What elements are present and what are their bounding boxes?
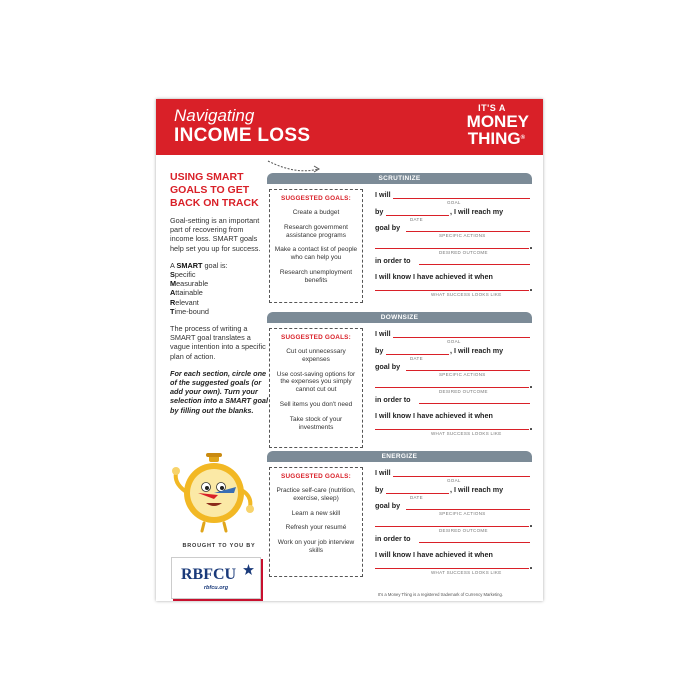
period-mark (530, 289, 532, 291)
smart-letter: A (170, 288, 176, 298)
goal-option[interactable]: Use cost-saving options for the expenses you simply cannot cut out (276, 370, 356, 394)
goal-option[interactable]: Research unemployment benefits (279, 268, 353, 284)
in-order-to-label: in order to (375, 395, 411, 404)
smart-intro-bold: SMART (176, 260, 203, 270)
smart-definition (170, 261, 268, 316)
title-line-1: Navigating (174, 106, 255, 125)
rbfcu-name: RBFCU (181, 566, 237, 583)
smart-word: elevant (175, 297, 199, 307)
intro-column (170, 171, 268, 415)
smart-item (170, 279, 268, 288)
reach-goal-label: , I will reach my (450, 346, 504, 355)
suggested-goals-title: SUGGESTED GOALS: (281, 334, 351, 341)
section-header: DOWNSIZE (267, 312, 532, 323)
actions-blank[interactable] (406, 370, 530, 371)
actions-blank-2[interactable] (375, 387, 529, 388)
section-header: SCRUTINIZE (267, 173, 532, 184)
logo-line-2 (437, 130, 529, 147)
suggested-goals-box (269, 189, 363, 303)
smart-intro-post: goal is: (202, 260, 228, 270)
period-mark (530, 428, 532, 430)
smart-letter: S (170, 270, 175, 280)
suggested-goals-title: SUGGESTED GOALS: (281, 473, 351, 480)
success-blank[interactable] (375, 568, 529, 569)
goal-blank[interactable] (393, 337, 530, 338)
goal-option[interactable]: Refresh your resumé (285, 524, 347, 532)
outcome-blank[interactable] (419, 403, 530, 404)
section-energize (267, 451, 532, 591)
period-mark (530, 525, 532, 527)
know-achieved-label: I will know I have achieved it when (375, 272, 493, 281)
in-order-to-label: in order to (375, 534, 411, 543)
section-header: ENERGIZE (267, 451, 532, 462)
goal-caption: GOAL (447, 478, 461, 483)
star-icon (243, 564, 254, 575)
goal-option[interactable]: Cut out unnecessary expenses (286, 348, 346, 363)
header-banner (156, 99, 543, 155)
date-blank[interactable] (386, 354, 449, 355)
rbfcu-url: rbfcu.org (203, 585, 229, 591)
smart-word: ime-bound (174, 306, 209, 316)
success-caption: WHAT SUCCESS LOOKS LIKE (431, 431, 502, 436)
suggested-goals-box (269, 467, 363, 577)
smart-word: pecific (174, 270, 196, 280)
date-caption: DATE (410, 356, 423, 361)
actions-caption: SPECIFIC ACTIONS (439, 233, 486, 238)
by-label: by (375, 346, 384, 355)
money-thing-logo (437, 103, 529, 153)
period-mark (530, 567, 532, 569)
intro-paragraph-1: Goal-setting is an important part of recovering from income loss. SMART goals help set you up for success. (170, 216, 261, 253)
by-label: by (375, 485, 384, 494)
actions-blank-2[interactable] (375, 526, 529, 527)
instructions: For each section, circle one of the suggested goals (or add your own). Turn your selection into a SMART goal by filling out the blanks. (170, 368, 268, 415)
in-order-to-label: in order to (375, 256, 411, 265)
know-achieved-label: I will know I have achieved it when (375, 411, 493, 420)
outcome-caption: DESIRED OUTCOME (439, 528, 488, 533)
date-caption: DATE (410, 495, 423, 500)
worksheet-page (156, 99, 543, 601)
actions-blank[interactable] (406, 509, 530, 510)
actions-blank-2[interactable] (375, 248, 529, 249)
suggested-goals-title: SUGGESTED GOALS: (281, 195, 351, 202)
goal-option[interactable]: Practice self-care (nutrition, exercise, sleep) (276, 487, 356, 502)
smart-word: easurable (176, 279, 209, 289)
reach-goal-label: , I will reach my (450, 485, 504, 494)
intro-title: USING SMART GOALS TO GET BACK ON TRACK (170, 171, 259, 209)
goal-caption: GOAL (447, 339, 461, 344)
stopwatch-mascot-icon (168, 453, 260, 533)
success-caption: WHAT SUCCESS LOOKS LIKE (431, 292, 502, 297)
brought-to-you-by: BROUGHT TO YOU BY (182, 543, 256, 549)
logo-line-2-text: THING (467, 129, 521, 148)
smart-intro (170, 261, 268, 270)
logo-top-text: IT'S A (478, 103, 506, 113)
goal-by-label: goal by (375, 501, 401, 510)
smart-intro-pre: A (170, 260, 177, 270)
period-mark (530, 386, 532, 388)
actions-blank[interactable] (406, 231, 530, 232)
success-blank[interactable] (375, 429, 529, 430)
goal-option[interactable]: Sell items you don't need (279, 400, 353, 408)
smart-letter: M (170, 279, 177, 289)
section-scrutinize (267, 173, 532, 313)
smart-word: ttainable (175, 288, 203, 298)
outcome-caption: DESIRED OUTCOME (439, 250, 488, 255)
i-will-label: I will (375, 468, 391, 477)
goal-option[interactable]: Create a budget (292, 209, 340, 216)
success-caption: WHAT SUCCESS LOOKS LIKE (431, 570, 502, 575)
reach-goal-label: , I will reach my (450, 207, 504, 216)
smart-item (170, 298, 268, 307)
i-will-label: I will (375, 329, 391, 338)
section-downsize (267, 312, 532, 452)
success-blank[interactable] (375, 290, 529, 291)
intro-paragraph-2: The process of writing a SMART goal translates a vague intention into a specific plan of action. (170, 324, 266, 361)
goal-caption: GOAL (447, 200, 461, 205)
date-blank[interactable] (386, 493, 449, 494)
date-blank[interactable] (386, 215, 449, 216)
smart-letter: R (170, 297, 176, 307)
goal-by-label: goal by (375, 223, 401, 232)
suggested-goals-box (269, 328, 363, 448)
smart-letter: T (170, 306, 175, 316)
smart-item (170, 307, 268, 316)
rbfcu-logo (171, 557, 261, 599)
know-achieved-label: I will know I have achieved it when (375, 550, 493, 559)
logo-line-1: MONEY (466, 112, 529, 131)
logo-registered-mark: ® (520, 135, 525, 141)
outcome-caption: DESIRED OUTCOME (439, 389, 488, 394)
goal-blank[interactable] (393, 198, 530, 199)
date-caption: DATE (410, 217, 423, 222)
goal-by-label: goal by (375, 362, 401, 371)
trademark-footer: It's a Money Thing is a registered trademark of Currency Marketing. (378, 592, 504, 597)
smart-item (170, 270, 268, 279)
goal-option[interactable]: Work on your job interview skills (277, 539, 355, 554)
period-mark (530, 247, 532, 249)
actions-caption: SPECIFIC ACTIONS (439, 511, 486, 516)
goal-blank[interactable] (393, 476, 530, 477)
goal-option[interactable]: Research government assistance programs (284, 223, 348, 239)
goal-option[interactable]: Learn a new skill (291, 509, 341, 517)
goal-option[interactable]: Take stock of your investments (289, 415, 343, 431)
smart-item (170, 288, 268, 297)
by-label: by (375, 207, 384, 216)
outcome-blank[interactable] (419, 264, 530, 265)
title-line-2: INCOME LOSS (174, 125, 311, 146)
i-will-label: I will (375, 190, 391, 199)
goal-option[interactable]: Make a contact list of people who can help you (274, 246, 358, 262)
outcome-blank[interactable] (419, 542, 530, 543)
actions-caption: SPECIFIC ACTIONS (439, 372, 486, 377)
